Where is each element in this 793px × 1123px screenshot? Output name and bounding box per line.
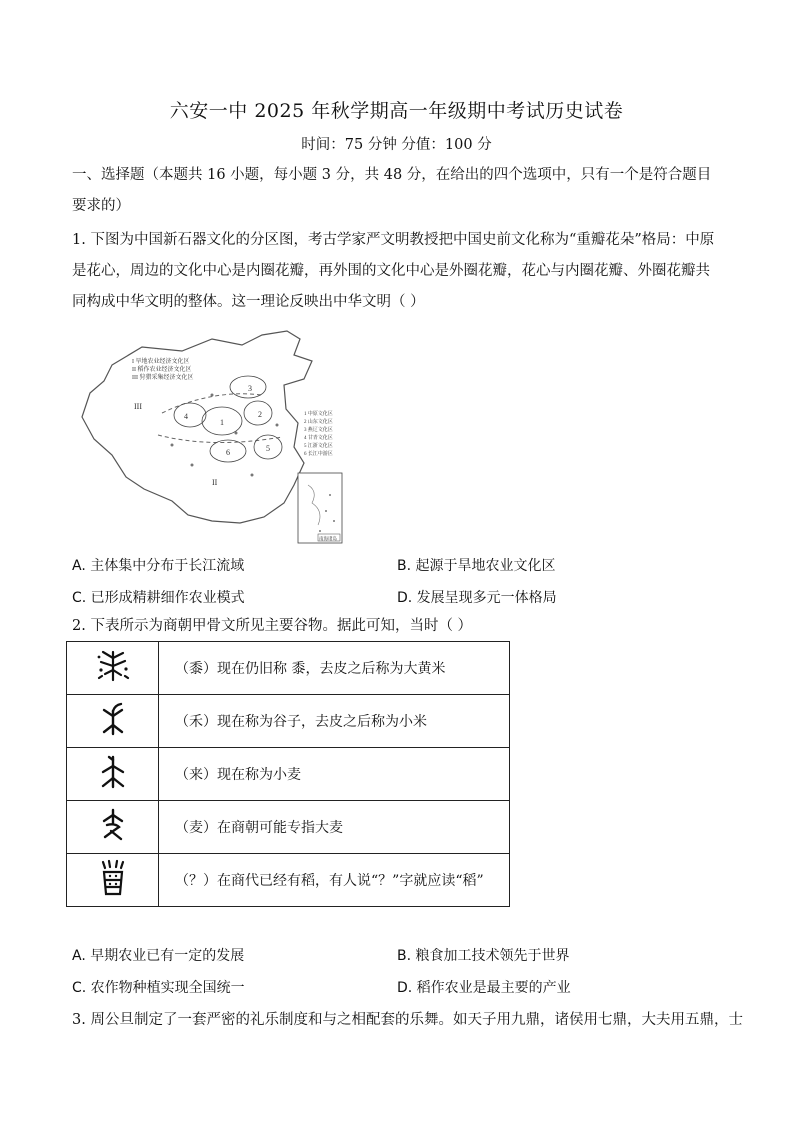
svg-text:II: II <box>212 478 218 487</box>
q1-option-d[interactable]: D. 发展呈现多元一体格局 <box>397 590 557 606</box>
svg-text:1 中原文化区: 1 中原文化区 <box>304 412 333 417</box>
oracle-glyph-mai <box>67 801 159 854</box>
table-row <box>67 748 510 801</box>
svg-text:3 燕辽文化区: 3 燕辽文化区 <box>304 428 333 433</box>
svg-text:4: 4 <box>184 412 188 421</box>
table-row <box>67 695 510 748</box>
svg-text:III 狩猎采集经济文化区: III 狩猎采集经济文化区 <box>132 375 194 381</box>
oracle-glyph-lai <box>67 748 159 801</box>
oracle-desc: （黍）现在仍旧称 黍，去皮之后称为大黄米 <box>159 642 510 695</box>
svg-text:4 甘青文化区: 4 甘青文化区 <box>304 436 333 441</box>
table-row <box>67 801 510 854</box>
q1-option-c[interactable]: C. 已形成精耕细作农业模式 <box>72 590 245 606</box>
svg-text:II 稻作农业经济文化区: II 稻作农业经济文化区 <box>132 367 192 373</box>
q2-option-d[interactable]: D. 稻作农业是最主要的产业 <box>397 980 571 996</box>
oracle-desc: （？）在商代已经有稻，有人说“？”字就应读“稻” <box>159 854 510 907</box>
svg-text:5: 5 <box>266 444 270 453</box>
svg-text:2 山东文化区: 2 山东文化区 <box>304 420 333 425</box>
svg-text:III: III <box>134 402 142 411</box>
q1-option-b[interactable]: B. 起源于旱地农业文化区 <box>397 558 556 574</box>
q1-option-a[interactable]: A. 主体集中分布于长江流域 <box>72 558 245 574</box>
svg-text:3: 3 <box>248 384 252 393</box>
svg-text:6 长江中游区: 6 长江中游区 <box>304 452 333 457</box>
q2-option-b[interactable]: B. 粮食加工技术领先于世界 <box>397 948 570 964</box>
page-title: 六安一中 2025 年秋学期高一年级期中考试历史试卷 <box>169 100 624 122</box>
q1-stem: 1. 下图为中国新石器文化的分区图，考古学家严文明教授把中国史前文化称为“重瓣花朵”格局：中原是花心，周边的文化中心是内圈花瓣，再外围的文化中心是外圈花瓣，花心与内圈花瓣、外圈花瓣共同构成中华文明的整体。这一理论反映出中华文明（ ） <box>72 232 715 310</box>
oracle-desc: （来）现在称为小麦 <box>159 748 510 801</box>
q2-option-c[interactable]: C. 农作物种植实现全国统一 <box>72 980 245 996</box>
exam-meta: 时间：75 分钟 分值：100 分 <box>301 137 492 153</box>
neolithic-map <box>72 325 362 547</box>
table-row <box>67 642 510 695</box>
section-intro: 一、选择题（本题共 16 小题，每小题 3 分，共 48 分，在给出的四个选项中，只有一个是符合题目要求的） <box>72 167 712 214</box>
svg-text:南海诸岛: 南海诸岛 <box>319 536 337 541</box>
svg-text:I 旱地农业经济文化区: I 旱地农业经济文化区 <box>132 359 190 365</box>
svg-text:6: 6 <box>226 448 230 457</box>
oracle-glyph-dao <box>67 854 159 907</box>
q3-stem: 3. 周公旦制定了一套严密的礼乐制度和与之相配套的乐舞。如天子用九鼎，诸侯用七鼎，大夫用五鼎，士 <box>72 1012 743 1028</box>
oracle-glyph-shu <box>67 642 159 695</box>
oracle-glyph-he <box>67 695 159 748</box>
oracle-bone-grain-table <box>66 641 510 907</box>
oracle-desc: （禾）现在称为谷子，去皮之后称为小米 <box>159 695 510 748</box>
svg-text:2: 2 <box>258 410 262 419</box>
svg-text:5 江浙文化区: 5 江浙文化区 <box>304 444 333 449</box>
q2-stem: 2. 下表所示为商朝甲骨文所见主要谷物。据此可知，当时（ ） <box>72 618 473 634</box>
table-row <box>67 854 510 907</box>
q2-option-a[interactable]: A. 早期农业已有一定的发展 <box>72 948 245 964</box>
svg-text:1: 1 <box>220 418 224 427</box>
oracle-desc: （麦）在商朝可能专指大麦 <box>159 801 510 854</box>
